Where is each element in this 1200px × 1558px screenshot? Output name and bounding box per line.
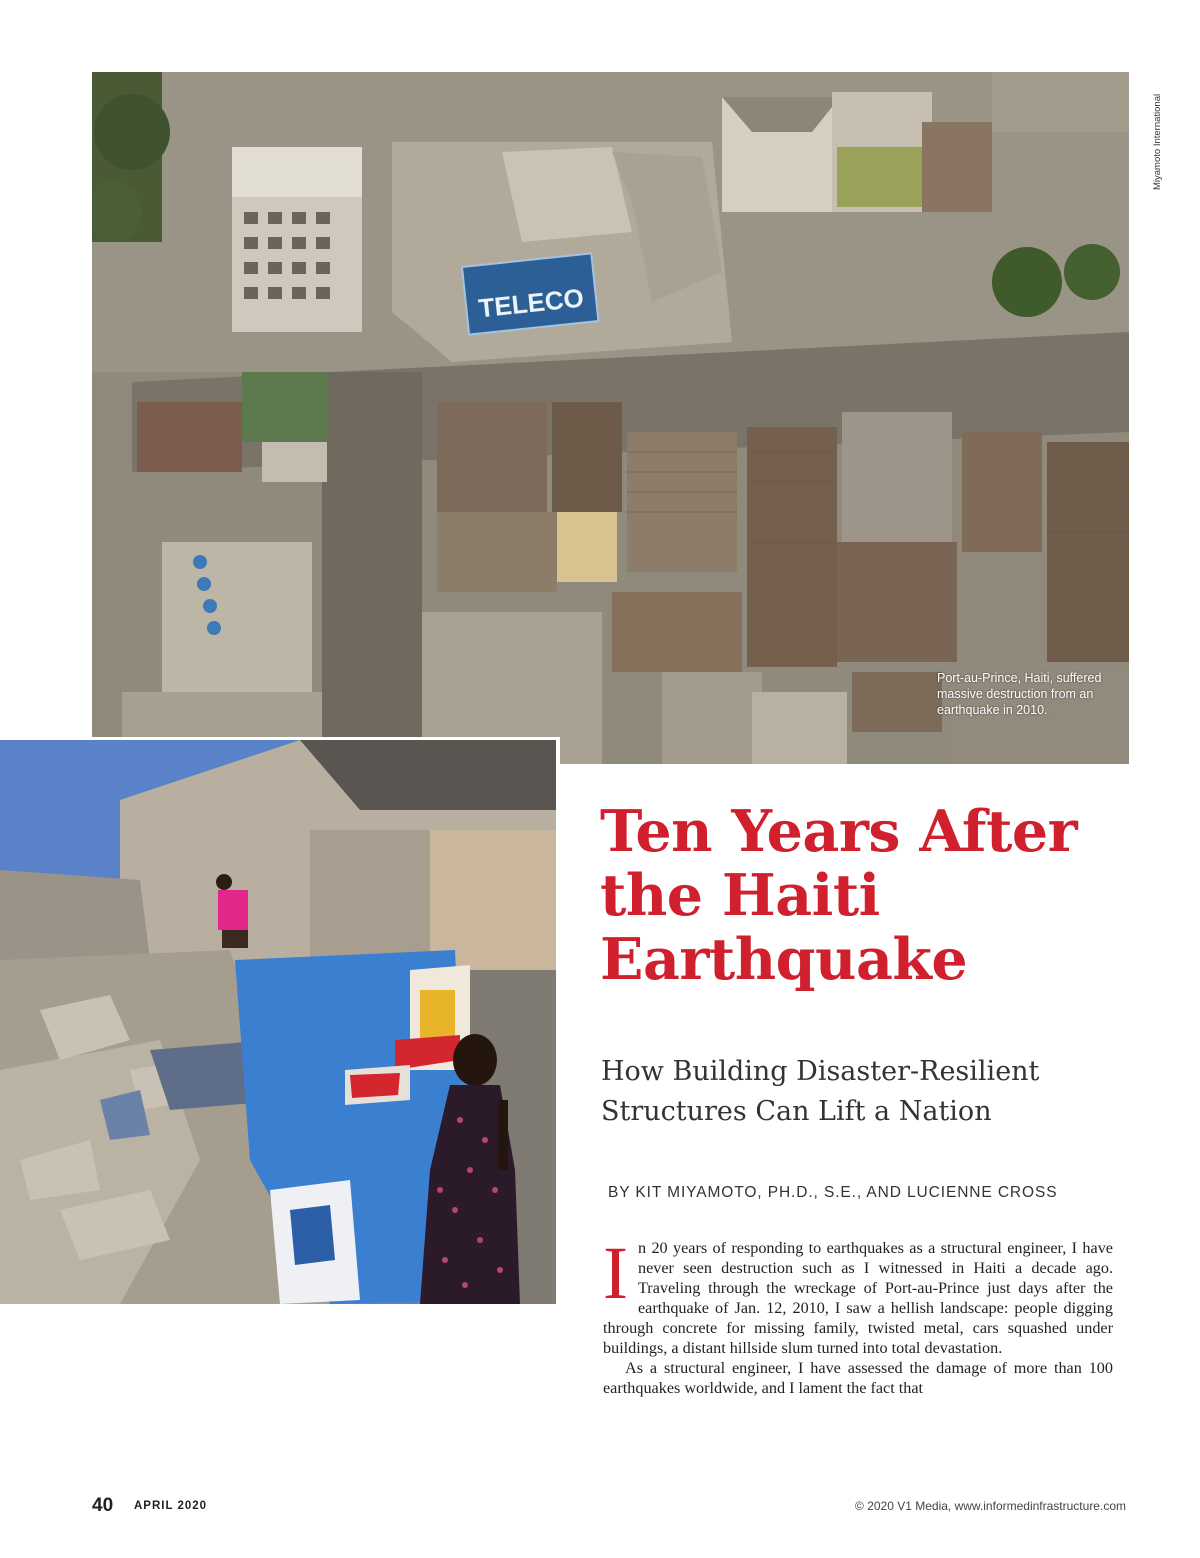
aerial-photo-caption: Port-au-Prince, Haiti, suffered massive destruction from an earthquake in 2010. <box>937 671 1102 717</box>
copyright-notice: © 2020 V1 Media, www.informedinfrastructure.com <box>855 1499 1126 1513</box>
drop-cap: I <box>603 1232 628 1315</box>
paragraph-1-text: n 20 years of responding to earthquakes as a structural engineer, I have never seen destruction such as I witnessed in Haiti a decade ago. Traveling through the wreckage of Port-au-Prince just days after the earthquake of Jan. 12, 2010, I saw a hellish landscape: people digging through concrete for missing family, twisted metal, cars squashed under buildings, a distant hillside slum turned into total devastation. <box>603 1239 1113 1357</box>
article-paragraph: As a structural engineer, I have assessed the damage of more than 100 earthquakes worldwide, and I lament the fact that <box>603 1359 1113 1397</box>
article-deck: How Building Disaster-Resilient Structures Can Lift a Nation <box>601 1056 1040 1127</box>
photo-credit-text: Miyamoto International <box>1152 93 1163 190</box>
ruins-photo-illustration <box>0 740 556 1304</box>
ruins-photo <box>0 740 556 1304</box>
aerial-photo-illustration <box>92 72 1129 764</box>
issue-date: APRIL 2020 <box>134 1500 208 1512</box>
aerial-photo <box>92 72 1129 764</box>
photo-credit <box>1140 72 1163 192</box>
article-body <box>603 1232 1113 1398</box>
article-headline: Ten Years After the Haiti Earthquake <box>600 798 1078 993</box>
teleco-sign-text: TELECO <box>477 282 586 324</box>
page-number: 40 <box>92 1495 114 1516</box>
article-byline: BY KIT MIYAMOTO, PH.D., S.E., AND LUCIENNE CROSS <box>608 1184 1058 1201</box>
article-paragraph <box>603 1232 1113 1358</box>
